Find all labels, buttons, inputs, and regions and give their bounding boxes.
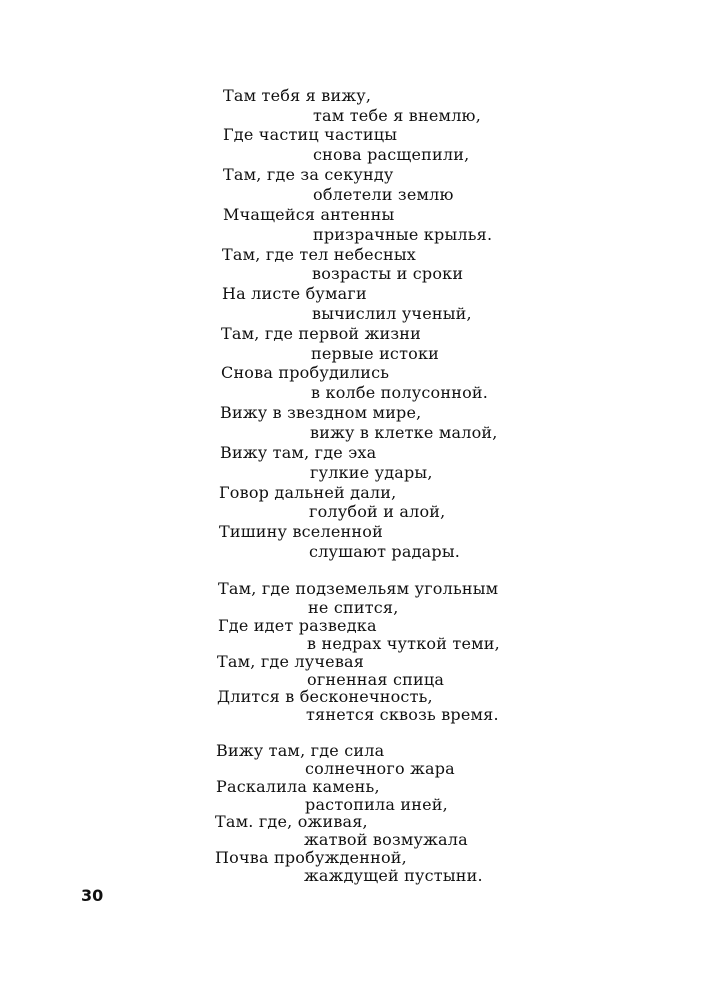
poem-line: На листе бумаги bbox=[222, 284, 367, 303]
poem-line: возрасты и сроки bbox=[312, 264, 464, 283]
poem-line: Раскалила камень, bbox=[216, 777, 380, 796]
poem-line: тянется сквозь время. bbox=[306, 705, 499, 724]
poem-line: солнечного жара bbox=[305, 759, 455, 778]
poem-line: Вижу там, где эха bbox=[220, 443, 377, 462]
poem-line: первые истоки bbox=[311, 344, 440, 363]
poem-line: Там тебя я вижу, bbox=[223, 86, 372, 105]
poem-line: Снова пробудились bbox=[221, 363, 390, 382]
poem-line: гулкие удары, bbox=[310, 463, 433, 482]
poem-line: не спится, bbox=[308, 598, 399, 617]
poem-line: призрачные крылья. bbox=[313, 225, 493, 244]
poem-line: вижу в клетке малой, bbox=[310, 423, 498, 442]
poem-line: Там. где, оживая, bbox=[215, 812, 368, 831]
poem-line: Где идет разведка bbox=[218, 616, 377, 635]
poem-line: Там, где лучевая bbox=[217, 652, 365, 671]
poem-line: жаждущей пустыни. bbox=[304, 866, 483, 885]
poem-line: в колбе полусонной. bbox=[311, 383, 489, 402]
poem-line: огненная спица bbox=[307, 670, 445, 689]
poem-line: Говор дальней дали, bbox=[219, 483, 397, 502]
poem-line: Вижу в звездном мире, bbox=[220, 403, 422, 422]
poem-line: Там, где подземельям угольным bbox=[218, 579, 499, 598]
poem-line: слушают радары. bbox=[309, 542, 461, 561]
poem-line: Длится в бесконечность, bbox=[217, 687, 433, 706]
poem-line: там тебе я внемлю, bbox=[313, 106, 481, 125]
poem-line: голубой и алой, bbox=[309, 502, 446, 521]
poem-line: Там, где за секунду bbox=[223, 165, 394, 184]
poem-line: Почва пробужденной, bbox=[215, 848, 407, 867]
poem-line: Там, где первой жизни bbox=[221, 324, 422, 343]
poem-line: Тишину вселенной bbox=[219, 522, 383, 541]
poem-line: растопила иней, bbox=[305, 795, 448, 814]
poem-line: Там, где тел небесных bbox=[222, 245, 417, 264]
page-number: 30 bbox=[81, 886, 104, 905]
poem-line: жатвой возмужала bbox=[304, 830, 468, 849]
poem-line: Вижу там, где сила bbox=[216, 741, 385, 760]
poem-line: Мчащейся антенны bbox=[223, 205, 395, 224]
poem-line: в недрах чуткой теми, bbox=[307, 634, 500, 653]
poem-line: снова расщепили, bbox=[313, 145, 470, 164]
poem-line: вычислил ученый, bbox=[312, 304, 472, 323]
poem-line: Где частиц частицы bbox=[223, 125, 398, 144]
poem-line: облетели землю bbox=[313, 185, 454, 204]
